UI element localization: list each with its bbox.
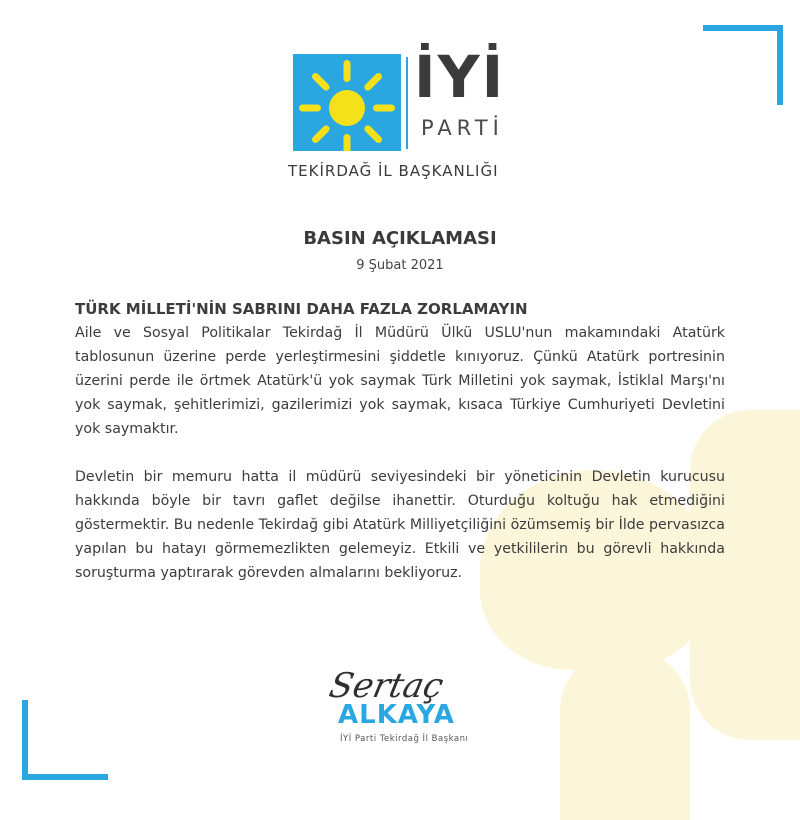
party-logo (288, 43, 523, 184)
corner-frame-top-right (703, 25, 783, 105)
corner-frame-bottom-left (22, 700, 108, 780)
logo-brand: İYİ (414, 43, 506, 111)
logo-party: PARTİ (421, 116, 504, 140)
signature-name: ALKAYA (338, 700, 455, 730)
signature-block (318, 666, 508, 752)
logo-branch: TEKİRDAĞ İL BAŞKANLIĞI (288, 162, 499, 180)
document-date: 9 Şubat 2021 (356, 258, 444, 273)
sun-logo-square (293, 54, 401, 151)
signature-role: İYİ Parti Tekirdağ İl Başkanı (340, 734, 469, 744)
document-body (75, 297, 725, 585)
background-shape (560, 650, 690, 820)
document-title: BASIN AÇIKLAMASI (303, 228, 497, 249)
sun-icon (293, 54, 401, 151)
signature-script: Sertaç (325, 666, 447, 706)
paragraph: Aile ve Sosyal Politikalar Tekirdağ İl Müdürü Ülkü USLU'nun makamındaki Atatürk tablosunun üzerine perde yerleştirmesini şiddetle kınıyoruz. Çünkü Atatürk portresinin üzerini perde ile örtmek Atatürk'ü yok saymak Türk Milletini yok saymak, İstiklal Marşı'nı yok saymak, şehitlerimizi, gazilerimizi yok saymak, kısaca Türkiye Cumhuriyeti Devletini yok saymaktır. (75, 325, 725, 437)
logo-divider (406, 57, 408, 149)
paragraph: Devletin bir memuru hatta il müdürü seviyesindeki bir yöneticinin Devletin kurucusu hakkında böyle bir tavrı gaflet değilse ihanettir. Oturduğu koltuğu hak etmediğini göstermektir. Bu nedenle Tekirdağ gibi Atatürk Milliyetçiliğini özümsemiş bir İlde pervasızca yapılan bu hatayı görmemezlikten gelemeyiz. Etkili ve yetkililerin bu görevli hakkında soruşturma yaptırarak görevden almalarını bekliyoruz. (75, 469, 725, 581)
document-headline: TÜRK MİLLETİ'NİN SABRINI DAHA FAZLA ZORLAMAYIN (75, 300, 528, 318)
